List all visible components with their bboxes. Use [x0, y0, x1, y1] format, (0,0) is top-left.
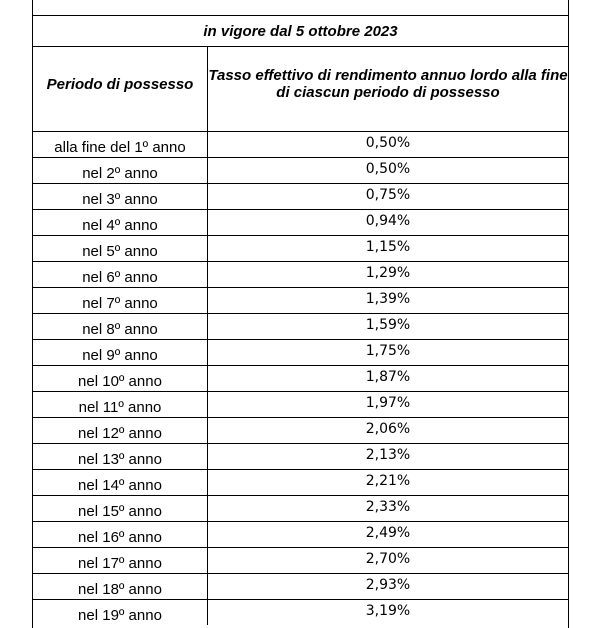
rate-cell: 2,06% [207, 418, 568, 443]
period-cell: nel 2º anno [82, 165, 158, 182]
header-rate: Tasso effettivo di rendimento annuo lordo alla fine di ciascun periodo di possesso [207, 47, 568, 131]
table-row [33, 418, 568, 444]
table-top-strip [33, 0, 568, 16]
period-cell: nel 5º anno [82, 243, 158, 260]
table-header-row [33, 47, 568, 132]
rate-cell: 1,29% [207, 262, 568, 287]
rate-cell: 2,93% [207, 574, 568, 599]
table-row [33, 288, 568, 314]
table-row [33, 236, 568, 262]
table-row [33, 392, 568, 418]
rate-cell: 2,70% [207, 548, 568, 573]
rate-cell: 2,49% [207, 522, 568, 547]
period-cell: nel 6º anno [82, 269, 158, 286]
table-row [33, 470, 568, 496]
period-cell: alla fine del 1º anno [54, 139, 186, 156]
period-cell: nel 17º anno [78, 555, 162, 572]
rate-cell: 2,13% [207, 444, 568, 469]
period-cell: nel 10º anno [78, 373, 162, 390]
period-cell: nel 18º anno [78, 581, 162, 598]
period-cell: nel 3º anno [82, 191, 158, 208]
period-cell: nel 12º anno [78, 425, 162, 442]
period-cell: nel 8º anno [82, 321, 158, 338]
period-cell: nel 15º anno [78, 503, 162, 520]
period-cell: nel 11º anno [78, 399, 162, 416]
table-row [33, 366, 568, 392]
table-row [33, 210, 568, 236]
period-cell: nel 19º anno [78, 607, 162, 624]
table-row [33, 262, 568, 288]
rate-cell: 2,33% [207, 496, 568, 521]
table-row [33, 600, 568, 625]
table-row [33, 132, 568, 158]
period-cell: nel 4º anno [82, 217, 158, 234]
table-row [33, 444, 568, 470]
rate-table [32, 0, 569, 628]
period-cell: nel 13º anno [78, 451, 162, 468]
table-row [33, 314, 568, 340]
table-row [33, 340, 568, 366]
rate-cell: 1,97% [207, 392, 568, 417]
header-period: Periodo di possesso [46, 75, 194, 93]
table-row [33, 496, 568, 522]
rate-cell: 0,50% [207, 158, 568, 183]
period-cell: nel 7º anno [82, 295, 158, 312]
rate-cell: 2,21% [207, 470, 568, 495]
rate-cell: 1,39% [207, 288, 568, 313]
rate-cell: 0,75% [207, 184, 568, 209]
rate-cell: 0,50% [207, 132, 568, 157]
table-row [33, 574, 568, 600]
table-body [33, 132, 568, 625]
rate-cell: 1,75% [207, 340, 568, 365]
table-row [33, 548, 568, 574]
period-cell: nel 14º anno [78, 477, 162, 494]
rate-cell: 0,94% [207, 210, 568, 235]
table-row [33, 158, 568, 184]
table-title: in vigore dal 5 ottobre 2023 [33, 16, 568, 47]
table-row [33, 184, 568, 210]
table-row [33, 522, 568, 548]
rate-cell: 1,15% [207, 236, 568, 261]
rate-cell: 1,87% [207, 366, 568, 391]
rate-cell: 1,59% [207, 314, 568, 339]
period-cell: nel 9º anno [82, 347, 158, 364]
period-cell: nel 16º anno [78, 529, 162, 546]
rate-cell: 3,19% [207, 600, 568, 625]
